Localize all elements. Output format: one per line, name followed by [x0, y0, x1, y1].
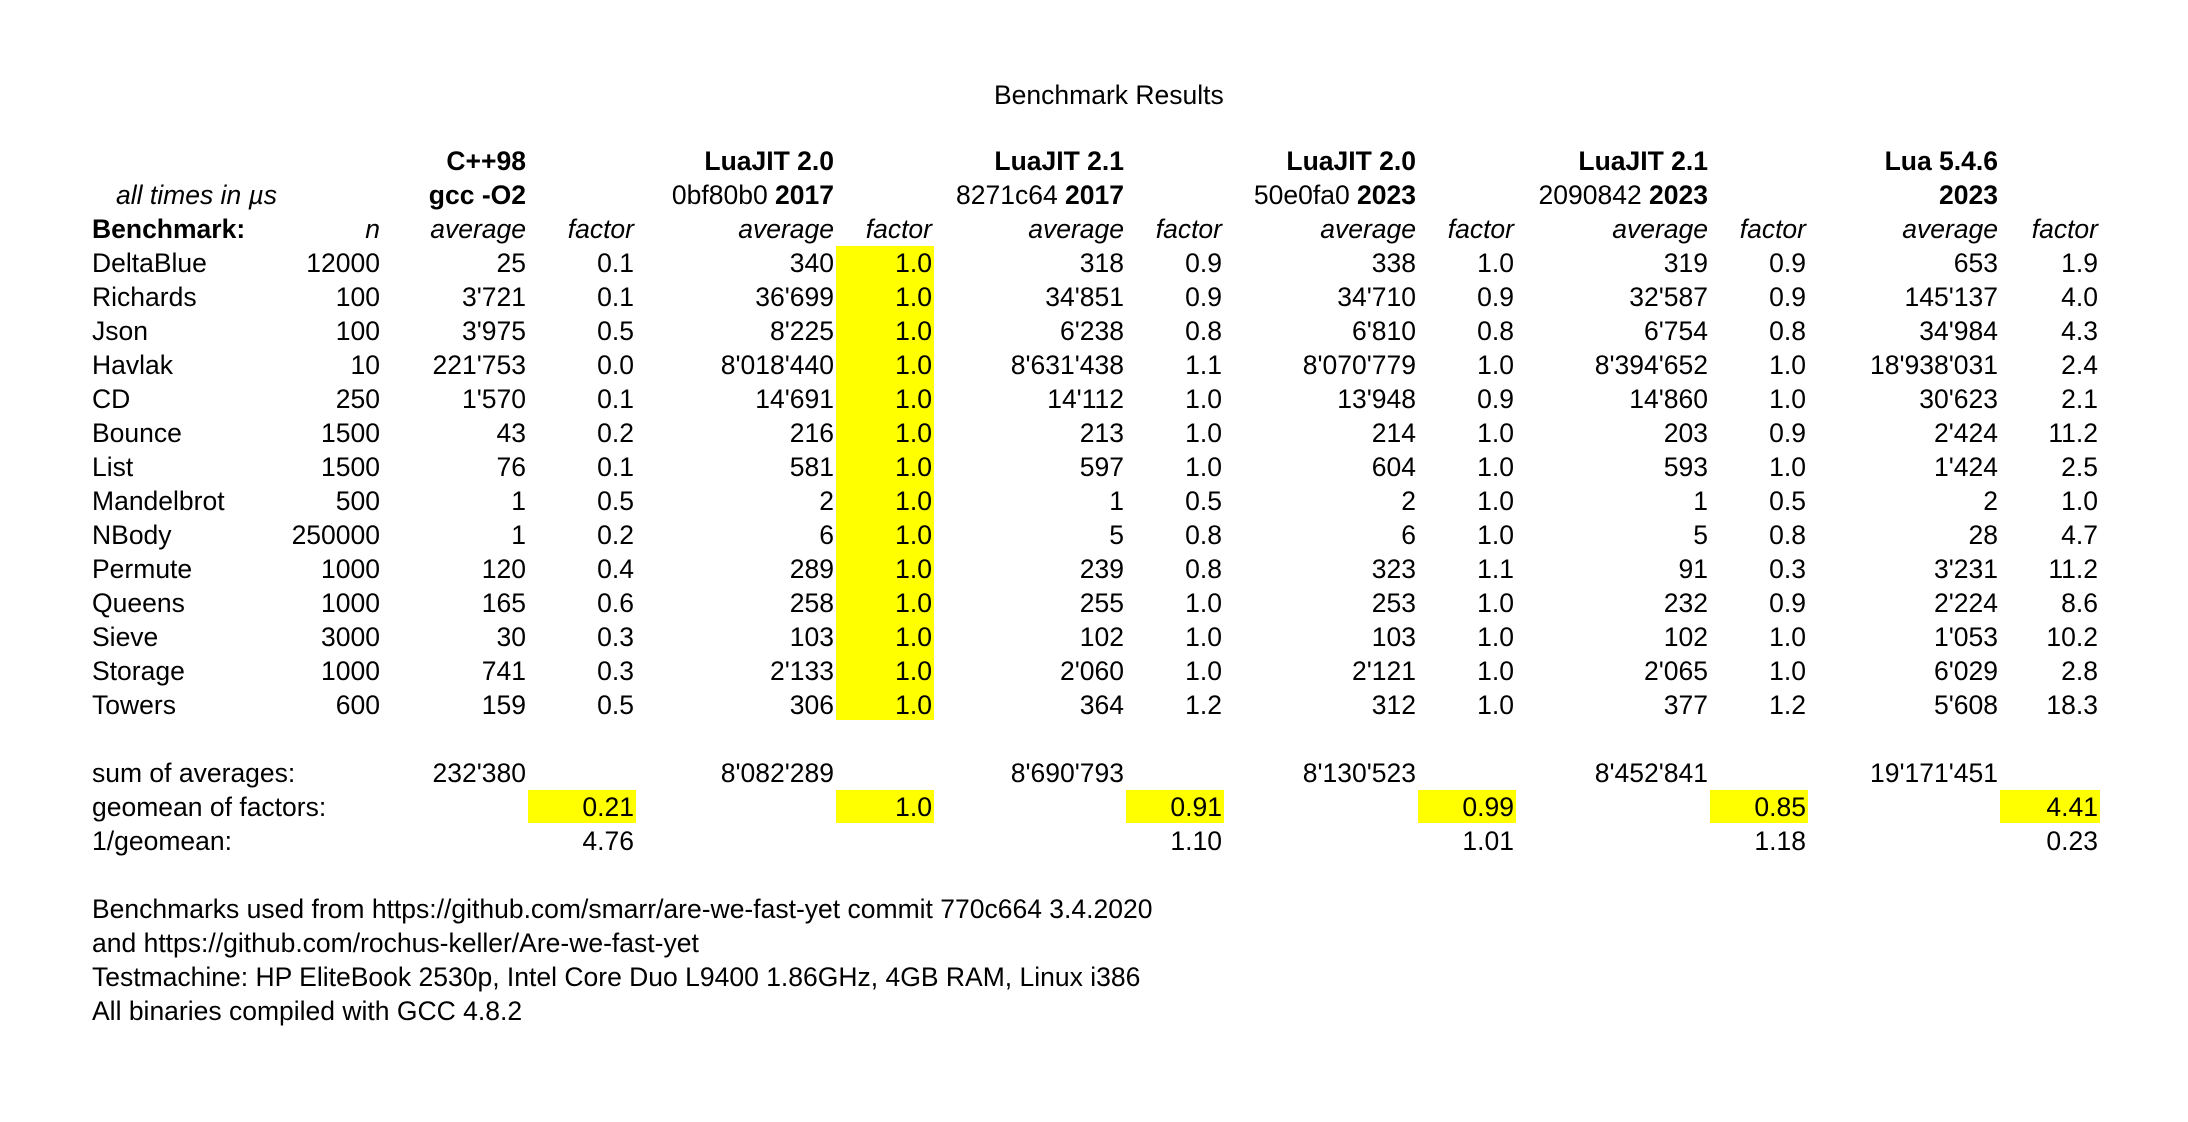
- average-value: 25: [496, 248, 526, 278]
- factor-value: 2.4: [2061, 350, 2098, 380]
- benchmark-n: 1500: [321, 452, 380, 482]
- factor-value: 1.0: [895, 486, 932, 516]
- n-header: n: [365, 214, 380, 244]
- geomean-label: geomean of factors:: [92, 792, 327, 822]
- sum-value: 8'130'523: [1302, 758, 1416, 788]
- factor-value: 1.0: [1185, 656, 1222, 686]
- average-value: 216: [789, 418, 834, 448]
- factor-value: 1.0: [1769, 656, 1806, 686]
- benchmark-name: Storage: [92, 656, 185, 686]
- impl-name-1: LuaJIT 2.0: [704, 146, 834, 176]
- average-value: 76: [496, 452, 526, 482]
- average-value: 159: [481, 690, 526, 720]
- average-value: 8'070'779: [1302, 350, 1416, 380]
- factor-value: 1.0: [895, 316, 932, 346]
- average-value: 8'225: [769, 316, 834, 346]
- factor-value: 0.8: [1769, 316, 1806, 346]
- average-value: 6'754: [1643, 316, 1708, 346]
- average-value: 1: [511, 520, 526, 550]
- average-value: 2'060: [1059, 656, 1124, 686]
- factor-value: 1.2: [1185, 690, 1222, 720]
- average-value: 14'691: [755, 384, 834, 414]
- units-note: all times in µs: [116, 180, 278, 210]
- average-value: 3'975: [461, 316, 526, 346]
- sum-value: 8'082'289: [720, 758, 834, 788]
- average-value: 289: [789, 554, 834, 584]
- factor-value: 1.0: [1477, 588, 1514, 618]
- factor-value: 0.9: [1769, 418, 1806, 448]
- footer-line: All binaries compiled with GCC 4.8.2: [92, 996, 523, 1026]
- factor-value: 1.0: [895, 282, 932, 312]
- average-value: 604: [1371, 452, 1416, 482]
- factor-value: 1.0: [1477, 690, 1514, 720]
- factor-value: 0.9: [1185, 248, 1222, 278]
- factor-value: 8.6: [2061, 588, 2098, 618]
- benchmark-name: List: [92, 452, 134, 482]
- average-value: 2: [1983, 486, 1998, 516]
- impl-commit-4: 2090842: [1538, 180, 1650, 210]
- average-value: 165: [481, 588, 526, 618]
- impl-commit-2: 8271c64: [956, 180, 1066, 210]
- factor-value: 0.5: [1185, 486, 1222, 516]
- factor-value: 1.0: [895, 520, 932, 550]
- average-value: 312: [1371, 690, 1416, 720]
- average-value: 43: [496, 418, 526, 448]
- benchmark-name: Json: [92, 316, 148, 346]
- factor-value: 1.0: [1769, 384, 1806, 414]
- average-value: 5: [1109, 520, 1124, 550]
- factor-value: 11.2: [2048, 554, 2098, 584]
- average-value: 6'810: [1351, 316, 1416, 346]
- impl-year-5: 2023: [1939, 180, 1998, 210]
- inverse-geomean-value: 1.10: [1170, 826, 1222, 856]
- benchmark-header: Benchmark:: [92, 214, 246, 244]
- average-value: 2'121: [1351, 656, 1416, 686]
- average-value: 102: [1079, 622, 1124, 652]
- benchmark-n: 1000: [321, 554, 380, 584]
- factor-value: 0.8: [1185, 316, 1222, 346]
- factor-value: 0.5: [597, 316, 634, 346]
- benchmark-name: Queens: [92, 588, 185, 618]
- impl-version-4: [1478, 178, 1710, 212]
- factor-value: 1.9: [2061, 248, 2098, 278]
- average-value: 239: [1079, 554, 1124, 584]
- factor-value: 1.0: [895, 418, 932, 448]
- factor-value: 1.0: [1477, 418, 1514, 448]
- average-value: 581: [789, 452, 834, 482]
- average-header-0: average: [430, 214, 526, 244]
- page-title: Benchmark Results: [994, 80, 1224, 110]
- benchmark-n: 250: [335, 384, 380, 414]
- average-value: 2'424: [1933, 418, 1998, 448]
- impl-version-1: [622, 178, 836, 212]
- benchmark-name: Havlak: [92, 350, 174, 380]
- factor-value: 1.2: [1769, 690, 1806, 720]
- sum-value: 232'380: [432, 758, 526, 788]
- average-value: 5'608: [1933, 690, 1998, 720]
- factor-header-2: factor: [1155, 214, 1222, 244]
- average-value: 8'394'652: [1594, 350, 1708, 380]
- benchmark-n: 600: [335, 690, 380, 720]
- average-value: 13'948: [1337, 384, 1416, 414]
- average-value: 255: [1079, 588, 1124, 618]
- factor-value: 0.8: [1185, 554, 1222, 584]
- geomean-value: 0.91: [1126, 790, 1224, 823]
- impl-year-2: 2017: [1065, 180, 1124, 210]
- benchmark-n: 500: [335, 486, 380, 516]
- average-value: 1'570: [461, 384, 526, 414]
- geomean-value: 0.85: [1710, 790, 1808, 823]
- factor-value: 1.0: [895, 248, 932, 278]
- average-value: 323: [1371, 554, 1416, 584]
- average-value: 1'424: [1933, 452, 1998, 482]
- inverse-geomean-value: 4.76: [582, 826, 634, 856]
- benchmark-name: Richards: [92, 282, 197, 312]
- factor-value: 1.0: [1477, 656, 1514, 686]
- benchmark-name: Permute: [92, 554, 193, 584]
- factor-value: 2.5: [2061, 452, 2098, 482]
- average-value: 5: [1693, 520, 1708, 550]
- factor-header-1: factor: [865, 214, 932, 244]
- footer-line: and https://github.com/rochus-keller/Are-we-fast-yet: [92, 928, 699, 958]
- factor-value: 1.0: [1477, 622, 1514, 652]
- sum-value: 19'171'451: [1869, 758, 1998, 788]
- impl-name-5: Lua 5.4.6: [1884, 146, 1998, 176]
- factor-value: 1.0: [1477, 452, 1514, 482]
- factor-value: 0.9: [1477, 282, 1514, 312]
- factor-value: 1.0: [895, 384, 932, 414]
- factor-value: 0.6: [597, 588, 634, 618]
- impl-year-4: 2023: [1649, 180, 1708, 210]
- impl-year-0: gcc -O2: [428, 180, 526, 210]
- average-value: 3'721: [461, 282, 526, 312]
- average-value: 221'753: [432, 350, 526, 380]
- factor-value: 1.0: [1185, 384, 1222, 414]
- factor-value: 11.2: [2048, 418, 2098, 448]
- average-value: 2'065: [1643, 656, 1708, 686]
- impl-year-3: 2023: [1357, 180, 1416, 210]
- benchmark-name: Bounce: [92, 418, 182, 448]
- factor-value: 0.3: [597, 656, 634, 686]
- factor-value: 1.0: [895, 452, 932, 482]
- inverse-geomean-value: 1.01: [1462, 826, 1514, 856]
- benchmark-n: 250000: [291, 520, 380, 550]
- average-value: 120: [481, 554, 526, 584]
- impl-name-2: LuaJIT 2.1: [994, 146, 1124, 176]
- average-value: 91: [1678, 554, 1708, 584]
- average-value: 338: [1371, 248, 1416, 278]
- benchmark-n: 100: [335, 282, 380, 312]
- sum-value: 8'452'841: [1594, 758, 1708, 788]
- factor-value: 0.5: [597, 690, 634, 720]
- average-value: 103: [1371, 622, 1416, 652]
- average-value: 318: [1079, 248, 1124, 278]
- average-header-3: average: [1320, 214, 1416, 244]
- benchmark-n: 10: [350, 350, 380, 380]
- impl-name-3: LuaJIT 2.0: [1286, 146, 1416, 176]
- benchmark-n: 1000: [321, 588, 380, 618]
- factor-value: 10.2: [2046, 622, 2098, 652]
- geomean-value: 4.41: [2000, 790, 2100, 823]
- factor-value: 0.9: [1185, 282, 1222, 312]
- impl-commit-1: 0bf80b0: [671, 180, 776, 210]
- factor-value: 0.3: [597, 622, 634, 652]
- average-value: 34'851: [1045, 282, 1124, 312]
- factor-value: 2.8: [2061, 656, 2098, 686]
- average-value: 319: [1663, 248, 1708, 278]
- geomean-value: 0.21: [528, 790, 636, 823]
- average-value: 8'018'440: [720, 350, 834, 380]
- average-value: 2'133: [769, 656, 834, 686]
- factor-value: 0.2: [597, 520, 634, 550]
- average-value: 32'587: [1629, 282, 1708, 312]
- impl-version-3: [1186, 178, 1418, 212]
- factor-value: 1.0: [895, 554, 932, 584]
- factor-value: 0.5: [1769, 486, 1806, 516]
- factor-header-4: factor: [1739, 214, 1806, 244]
- average-value: 6: [819, 520, 834, 550]
- average-value: 6: [1401, 520, 1416, 550]
- factor-value: 1.0: [1185, 452, 1222, 482]
- average-value: 2: [819, 486, 834, 516]
- factor-value: 4.7: [2061, 520, 2098, 550]
- average-value: 597: [1079, 452, 1124, 482]
- average-value: 36'699: [755, 282, 834, 312]
- factor-value: 0.0: [597, 350, 634, 380]
- inverse-geomean-value: 0.23: [2046, 826, 2098, 856]
- factor-value: 1.0: [1769, 452, 1806, 482]
- average-header-2: average: [1028, 214, 1124, 244]
- factor-value: 1.0: [2061, 486, 2098, 516]
- factor-value: 0.8: [1769, 520, 1806, 550]
- benchmark-name: CD: [92, 384, 131, 414]
- average-header-5: average: [1902, 214, 1998, 244]
- factor-value: 2.1: [2061, 384, 2098, 414]
- average-value: 34'984: [1919, 316, 1998, 346]
- factor-value: 1.0: [1769, 350, 1806, 380]
- average-value: 1: [1109, 486, 1124, 516]
- impl-version-2: [896, 178, 1126, 212]
- average-value: 6'238: [1059, 316, 1124, 346]
- factor-value: 1.0: [895, 588, 932, 618]
- factor-value: 1.0: [1477, 520, 1514, 550]
- average-value: 34'710: [1337, 282, 1416, 312]
- benchmark-name: Towers: [92, 690, 176, 720]
- benchmark-n: 100: [335, 316, 380, 346]
- factor-value: 1.0: [895, 656, 932, 686]
- average-value: 258: [789, 588, 834, 618]
- average-value: 8'631'438: [1010, 350, 1124, 380]
- average-value: 232: [1663, 588, 1708, 618]
- benchmark-name: Sieve: [92, 622, 159, 652]
- factor-value: 0.3: [1769, 554, 1806, 584]
- impl-year-1: 2017: [775, 180, 834, 210]
- average-value: 14'112: [1047, 384, 1124, 414]
- factor-value: 0.1: [597, 452, 634, 482]
- average-value: 30: [496, 622, 526, 652]
- factor-header-5: factor: [2031, 214, 2098, 244]
- factor-value: 1.1: [1477, 554, 1514, 584]
- factor-value: 0.9: [1769, 282, 1806, 312]
- average-value: 1'053: [1933, 622, 1998, 652]
- sum-label: sum of averages:: [92, 758, 296, 788]
- factor-value: 1.0: [1185, 622, 1222, 652]
- average-value: 377: [1663, 690, 1708, 720]
- benchmark-name: NBody: [92, 520, 172, 550]
- factor-value: 0.9: [1769, 588, 1806, 618]
- factor-value: 4.3: [2061, 316, 2098, 346]
- factor-value: 1.0: [1185, 588, 1222, 618]
- footer-line: Benchmarks used from https://github.com/smarr/are-we-fast-yet commit 770c664 3.4.2020: [92, 894, 1153, 924]
- average-value: 2'224: [1933, 588, 1998, 618]
- factor-value: 1.1: [1185, 350, 1222, 380]
- factor-value: 0.1: [597, 384, 634, 414]
- factor-value: 0.9: [1477, 384, 1514, 414]
- factor-value: 0.8: [1185, 520, 1222, 550]
- average-value: 653: [1953, 248, 1998, 278]
- inverse-geomean-label: 1/geomean:: [92, 826, 232, 856]
- geomean-value: 1.0: [836, 790, 934, 823]
- benchmark-name: Mandelbrot: [92, 486, 225, 516]
- average-value: 214: [1371, 418, 1416, 448]
- factor-value: 1.0: [1477, 350, 1514, 380]
- average-value: 28: [1968, 520, 1998, 550]
- average-value: 1: [511, 486, 526, 516]
- average-value: 364: [1079, 690, 1124, 720]
- factor-value: 4.0: [2061, 282, 2098, 312]
- benchmark-n: 3000: [321, 622, 380, 652]
- average-header-4: average: [1612, 214, 1708, 244]
- average-value: 14'860: [1629, 384, 1708, 414]
- average-value: 593: [1663, 452, 1708, 482]
- impl-name-0: C++98: [446, 146, 526, 176]
- factor-header-0: factor: [567, 214, 634, 244]
- factor-value: 1.0: [1769, 622, 1806, 652]
- impl-version-0: [380, 178, 528, 212]
- average-value: 213: [1079, 418, 1124, 448]
- benchmark-n: 1000: [321, 656, 380, 686]
- footer-line: Testmachine: HP EliteBook 2530p, Intel Core Duo L9400 1.86GHz, 4GB RAM, Linux i386: [92, 962, 1141, 992]
- factor-value: 0.9: [1769, 248, 1806, 278]
- factor-value: 18.3: [2046, 690, 2098, 720]
- factor-value: 0.1: [597, 248, 634, 278]
- average-value: 741: [481, 656, 526, 686]
- impl-commit-3: 50e0fa0: [1253, 180, 1358, 210]
- benchmark-n: 12000: [306, 248, 380, 278]
- factor-header-3: factor: [1447, 214, 1514, 244]
- impl-version-5: [1772, 178, 2000, 212]
- factor-value: 0.1: [597, 282, 634, 312]
- average-value: 203: [1663, 418, 1708, 448]
- average-value: 103: [789, 622, 834, 652]
- average-value: 340: [789, 248, 834, 278]
- factor-value: 1.0: [1185, 418, 1222, 448]
- factor-value: 0.5: [597, 486, 634, 516]
- average-value: 6'029: [1933, 656, 1998, 686]
- average-header-1: average: [738, 214, 834, 244]
- inverse-geomean-value: 1.18: [1754, 826, 1806, 856]
- benchmark-n: 1500: [321, 418, 380, 448]
- average-value: 30'623: [1919, 384, 1998, 414]
- average-value: 2: [1401, 486, 1416, 516]
- benchmark-name: DeltaBlue: [92, 248, 207, 278]
- sum-value: 8'690'793: [1010, 758, 1124, 788]
- geomean-value: 0.99: [1418, 790, 1516, 823]
- average-value: 18'938'031: [1869, 350, 1998, 380]
- factor-value: 1.0: [895, 350, 932, 380]
- factor-value: 1.0: [1477, 248, 1514, 278]
- factor-value: 0.4: [597, 554, 634, 584]
- impl-name-4: LuaJIT 2.1: [1578, 146, 1708, 176]
- factor-value: 0.2: [597, 418, 634, 448]
- average-value: 3'231: [1933, 554, 1998, 584]
- average-value: 102: [1663, 622, 1708, 652]
- factor-value: 1.0: [895, 622, 932, 652]
- factor-value: 1.0: [1477, 486, 1514, 516]
- average-value: 306: [789, 690, 834, 720]
- factor-value: 1.0: [895, 690, 932, 720]
- average-value: 253: [1371, 588, 1416, 618]
- factor-value: 0.8: [1477, 316, 1514, 346]
- average-value: 1: [1693, 486, 1708, 516]
- average-value: 145'137: [1904, 282, 1998, 312]
